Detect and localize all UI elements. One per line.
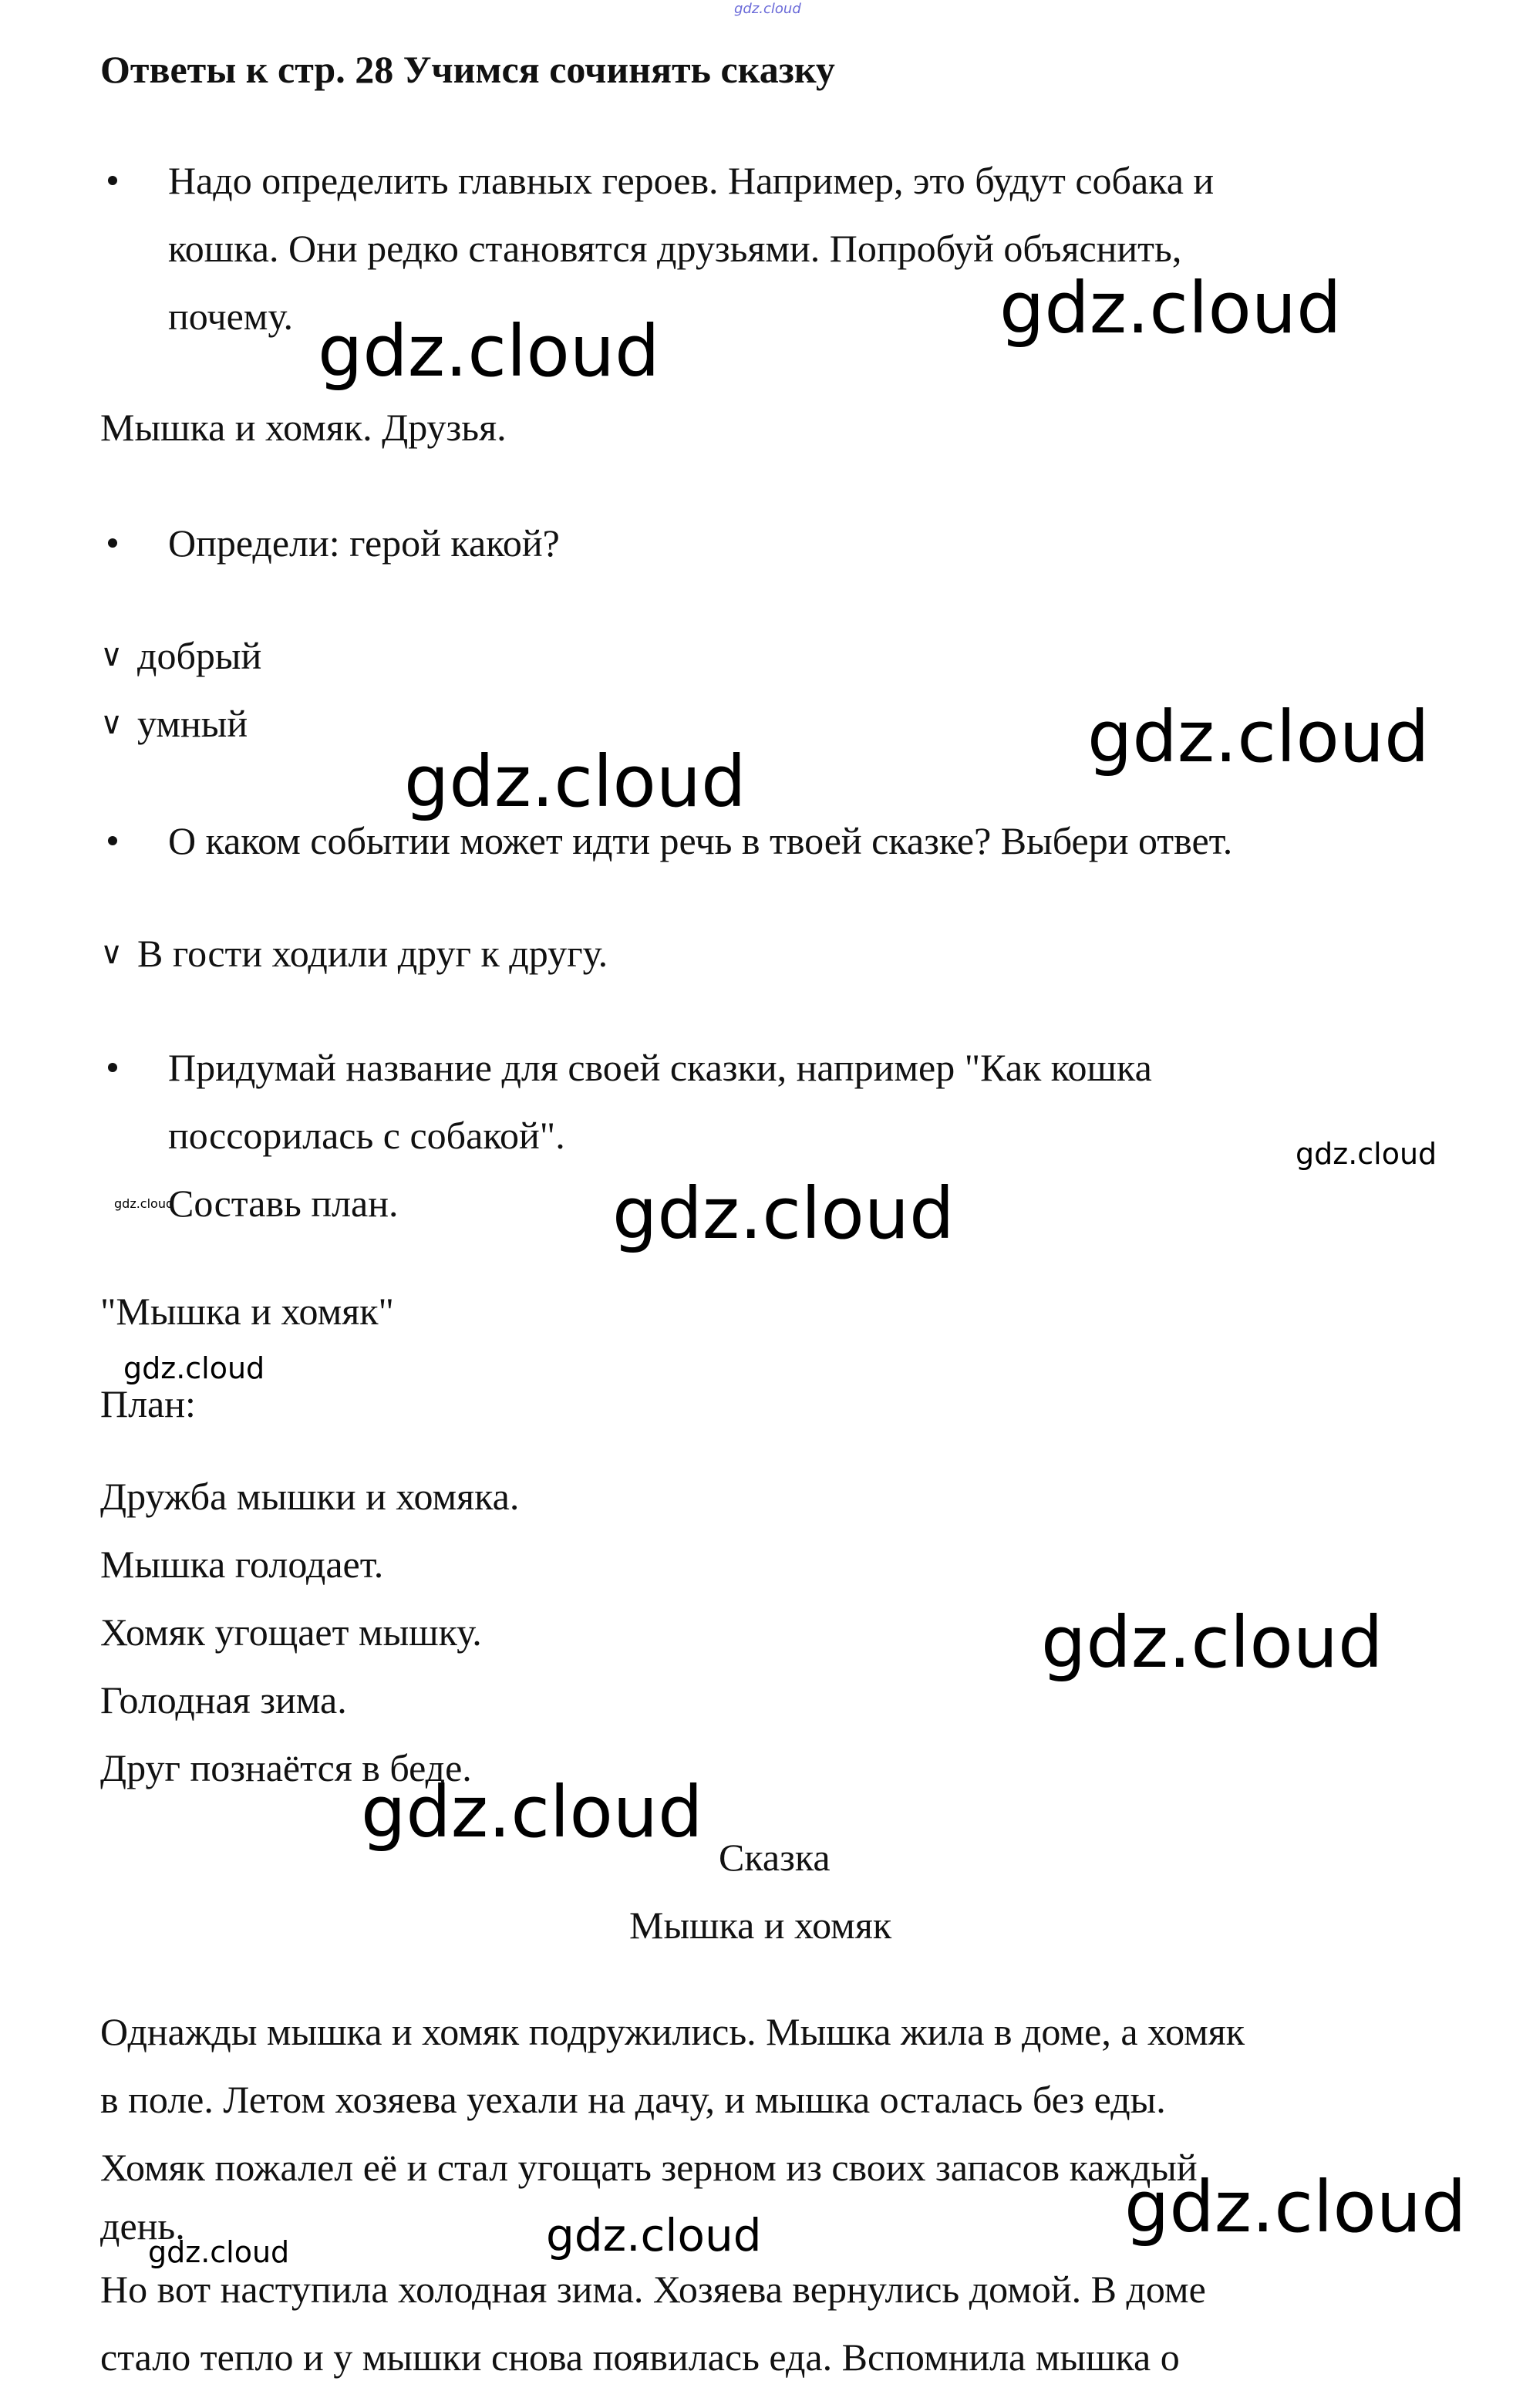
bullet1-line2: кошка. Они редко становятся друзьями. Попробуй объяснить, xyxy=(168,227,1182,270)
watermark: gdz.cloud xyxy=(1296,1137,1437,1171)
tale-line: Однажды мышка и хомяк подружились. Мышка жила в доме, а хомяк xyxy=(100,2010,1245,2053)
bullet-dot xyxy=(108,836,117,845)
bullet4-line1: Придумай название для своей сказки, например "Как кошка xyxy=(168,1046,1152,1089)
check-item-event: В гости ходили друг к другу. xyxy=(137,932,608,975)
plan-item: Дружба мышки и хомяка. xyxy=(100,1475,520,1518)
watermark: gdz.cloud xyxy=(999,267,1342,349)
watermark: gdz.cloud xyxy=(123,1351,265,1385)
bullet-dot xyxy=(108,1063,117,1072)
watermark: gdz.cloud xyxy=(148,2235,290,2269)
watermark: gdz.cloud xyxy=(612,1172,955,1255)
watermark: gdz.cloud xyxy=(546,2209,762,2261)
tale-line: в поле. Летом хозяева уехали на дачу, и мышка осталась без еды. xyxy=(100,2078,1166,2121)
check-item-smart: умный xyxy=(137,702,248,745)
watermark: gdz.cloud xyxy=(318,310,660,393)
tale-line: стало тепло и у мышки снова появилась еда. Вспомнила мышка о xyxy=(100,2335,1180,2379)
tale-line: день. xyxy=(100,2204,185,2248)
page-title: Ответы к стр. 28 Учимся сочинять сказку xyxy=(100,48,835,91)
bullet1-line1: Надо определить главных героев. Например, это будут собака и xyxy=(168,159,1215,202)
check-item-kind: добрый xyxy=(137,634,262,677)
bullet-dot xyxy=(108,176,117,185)
plan-item: Голодная зима. xyxy=(100,1678,347,1722)
check-mark-icon: ∨ xyxy=(100,706,123,741)
check-mark-icon: ∨ xyxy=(100,638,123,673)
plan-label: План: xyxy=(100,1382,196,1425)
tale-name: Мышка и хомяк xyxy=(629,1904,892,1947)
watermark: gdz.cloud xyxy=(1041,1601,1383,1684)
bullet1-line3: почему. xyxy=(168,295,293,338)
watermark: gdz.cloud xyxy=(1124,2166,1467,2248)
bullet4-line2: поссорилась с собакой". xyxy=(168,1114,565,1157)
tale-heading: Сказка xyxy=(719,1836,831,1879)
watermark-top: gdz.cloud xyxy=(734,1,801,17)
plan-item: Мышка голодает. xyxy=(100,1543,384,1586)
story-title-quoted: "Мышка и хомяк" xyxy=(100,1290,394,1333)
answer1: Мышка и хомяк. Друзья. xyxy=(100,406,507,449)
watermark: gdz.cloud xyxy=(1087,696,1430,778)
tale-line: Но вот наступила холодная зима. Хозяева вернулись домой. В доме xyxy=(100,2268,1206,2311)
watermark: gdz.cloud xyxy=(361,1771,703,1853)
plan-item: Друг познаётся в беде. xyxy=(100,1746,472,1789)
bullet-dot xyxy=(108,538,117,548)
tale-line: Хомяк пожалел её и стал угощать зерном из своих запасов каждый xyxy=(100,2146,1198,2189)
watermark: gdz.cloud xyxy=(404,740,746,823)
bullet3-text: О каком событии может идти речь в твоей сказке? Выбери ответ. xyxy=(168,819,1233,862)
watermark: gdz.cloud xyxy=(114,1196,174,1211)
compose-plan: Составь план. xyxy=(168,1182,399,1225)
bullet2-text: Определи: герой какой? xyxy=(168,521,560,565)
plan-item: Хомяк угощает мышку. xyxy=(100,1610,482,1654)
check-mark-icon: ∨ xyxy=(100,936,123,971)
